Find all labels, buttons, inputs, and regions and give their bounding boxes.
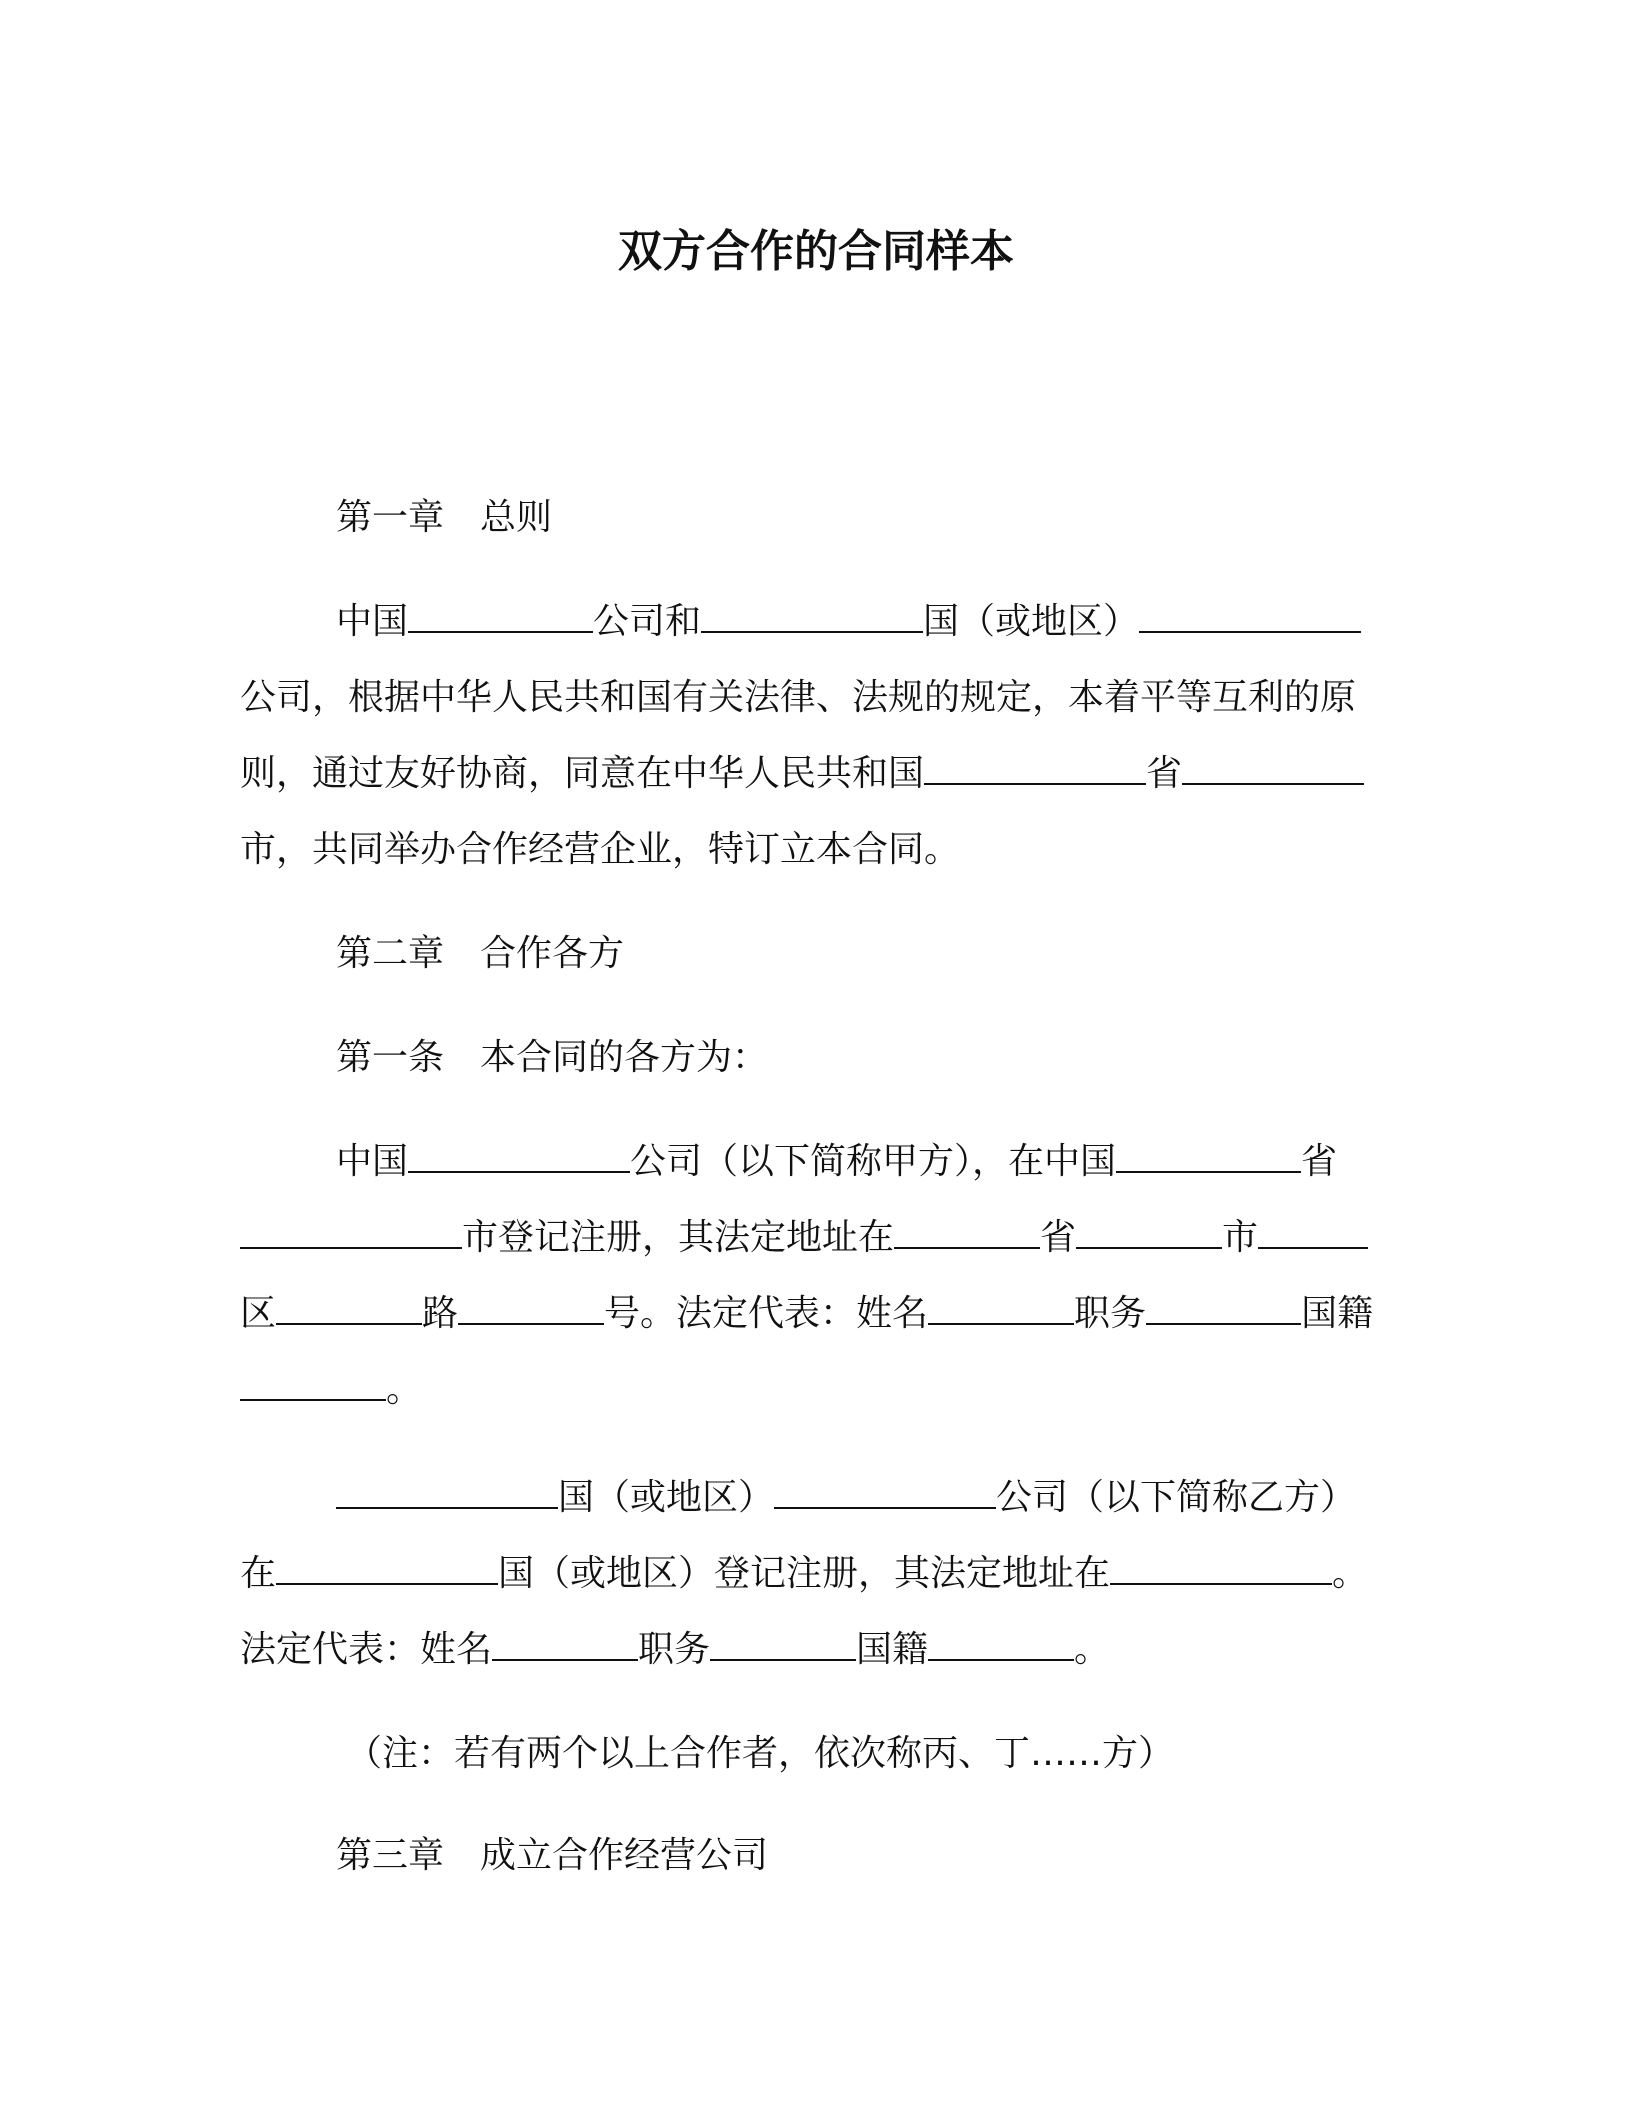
text-segment: 路 xyxy=(422,1293,459,1334)
text-segment: 国籍 xyxy=(1301,1293,1374,1334)
text-segment: 。法定代表：姓名 xyxy=(240,1553,1369,1670)
text-segment: 省 xyxy=(1146,753,1183,794)
blank-line xyxy=(1116,1151,1301,1173)
blank-line xyxy=(408,611,593,633)
blank-line xyxy=(408,1151,630,1173)
chapter-2-heading: 第二章 合作各方 xyxy=(336,933,625,974)
blank-line xyxy=(774,1487,996,1509)
text-segment: 公司和 xyxy=(593,601,702,642)
blank-line xyxy=(894,1227,1040,1249)
document-title: 双方合作的合同样本 xyxy=(618,226,1014,277)
text-segment: 公司，根据中华人民共和国有关法律、法规的规定，本着平等互利的原则，通过友好协商，同意在中华人民共和国 xyxy=(240,677,1357,794)
blank-line xyxy=(710,1639,856,1661)
blank-line xyxy=(924,763,1146,785)
blank-line xyxy=(276,1563,498,1585)
blank-line xyxy=(1146,1303,1256,1325)
text-segment: 市 xyxy=(1222,1217,1259,1258)
blank-line xyxy=(1182,763,1292,785)
blank-line xyxy=(928,1303,1074,1325)
text-segment: 职务 xyxy=(638,1629,711,1670)
text-segment: 中国 xyxy=(336,601,409,642)
blank-line xyxy=(928,1639,1074,1661)
text-segment: 国籍 xyxy=(856,1629,929,1670)
blank-line xyxy=(1076,1227,1222,1249)
chapter-3-heading: 第三章 成立合作经营公司 xyxy=(336,1835,769,1876)
blank-line xyxy=(1110,1563,1332,1585)
blank-line xyxy=(240,1227,462,1249)
text-segment: 国（或地区）登记注册，其法定地址在 xyxy=(498,1553,1111,1594)
blank-line xyxy=(1139,611,1361,633)
text-segment: 。 xyxy=(1074,1629,1111,1670)
article-1-heading: 第一条 本合同的各方为： xyxy=(336,1037,769,1078)
text-segment: 省 xyxy=(1301,1141,1338,1182)
text-segment: 号。法定代表：姓名 xyxy=(604,1293,929,1334)
text-segment: 职务 xyxy=(1074,1293,1147,1334)
blank-line xyxy=(1292,763,1364,785)
text-segment: 。 xyxy=(386,1369,423,1410)
blank-line xyxy=(1258,1227,1368,1249)
text-segment: 公司（以下简称甲方），在中国 xyxy=(630,1141,1117,1182)
text-segment: 市，共同举办合作经营企业，特订立本合同。 xyxy=(240,829,961,870)
text-segment: 国（或地区） xyxy=(558,1477,775,1518)
blank-line xyxy=(276,1303,422,1325)
blank-line xyxy=(240,1379,386,1401)
text-segment: 公司（以下简称乙方）在 xyxy=(240,1477,1357,1594)
note-text: （注：若有两个以上合作者，依次称丙、丁……方） xyxy=(346,1733,1175,1774)
text-segment: 市登记注册，其法定地址在 xyxy=(462,1217,895,1258)
chapter-1-paragraph xyxy=(240,584,1386,888)
text-segment: 区 xyxy=(240,1293,277,1334)
chapter-1-heading: 第一章 总则 xyxy=(336,497,553,538)
blank-line xyxy=(336,1487,558,1509)
party-a-paragraph xyxy=(240,1124,1386,1428)
text-segment: 省 xyxy=(1040,1217,1077,1258)
blank-line xyxy=(492,1639,638,1661)
blank-line xyxy=(458,1303,604,1325)
blank-line xyxy=(701,611,923,633)
party-b-paragraph xyxy=(240,1460,1386,1688)
text-segment: 国（或地区） xyxy=(923,601,1140,642)
blank-line xyxy=(1256,1303,1301,1325)
text-segment: 中国 xyxy=(336,1141,409,1182)
